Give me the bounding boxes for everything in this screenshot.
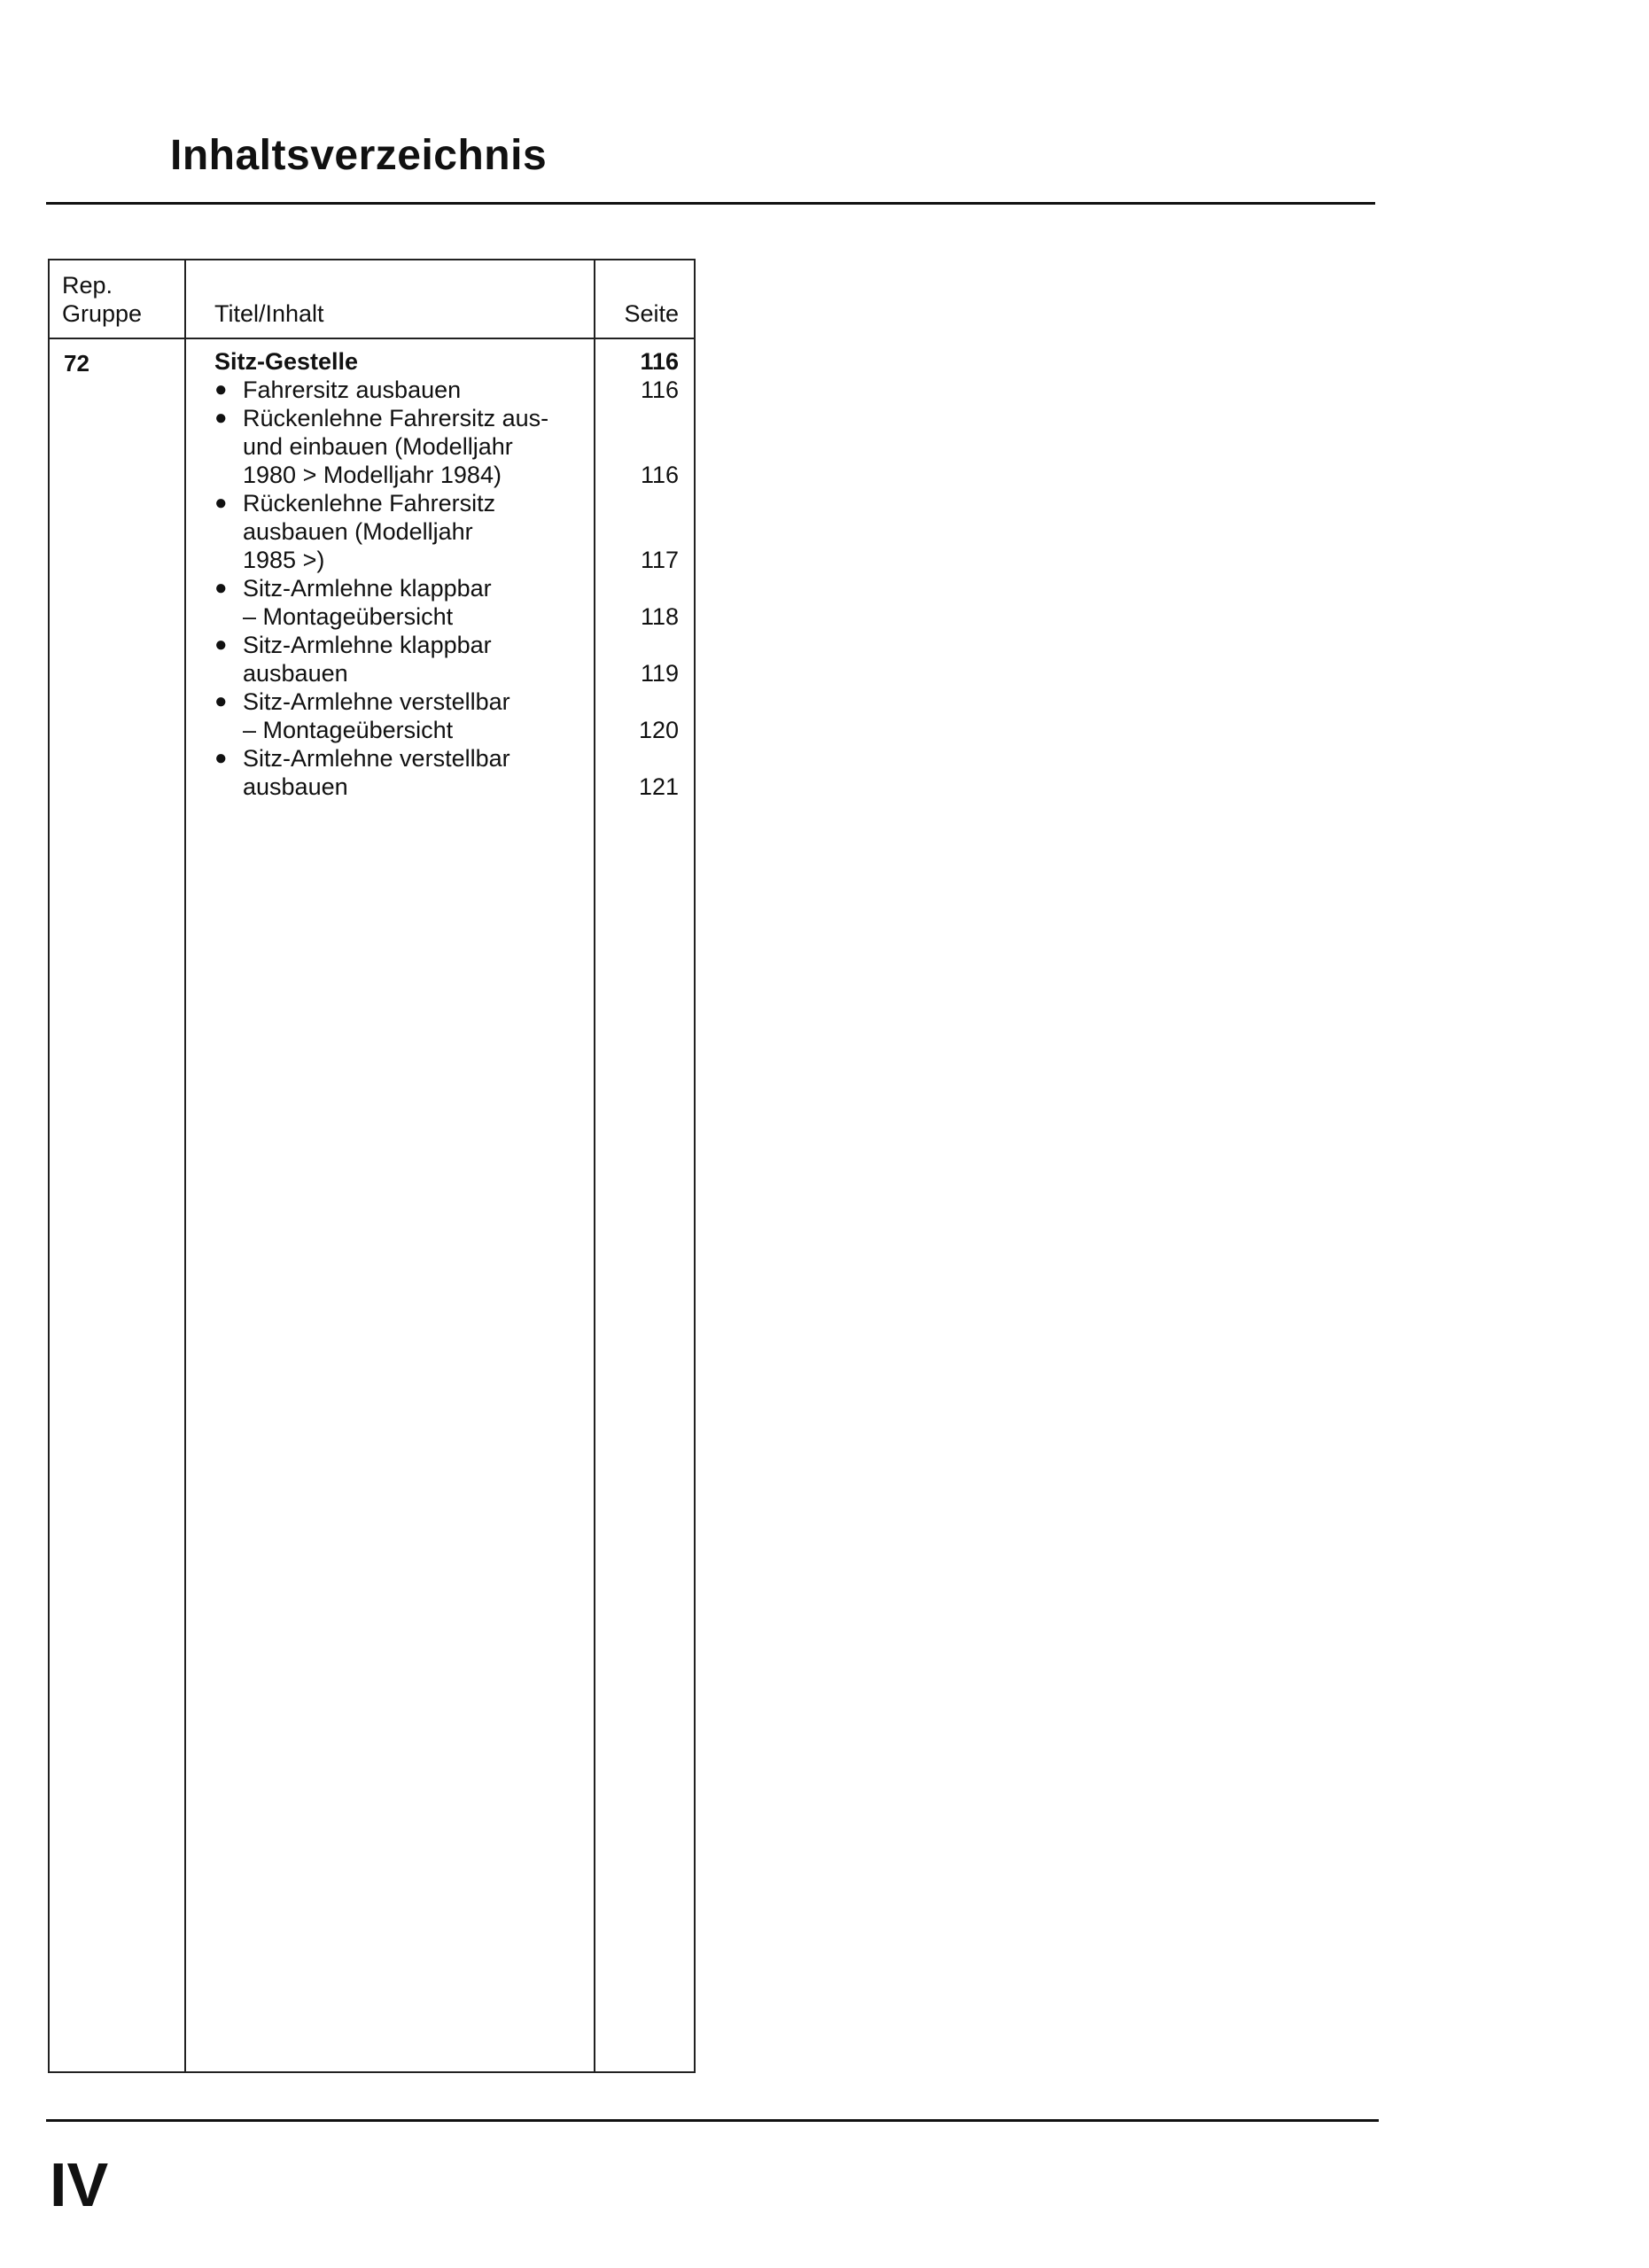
toc-row [214, 489, 684, 574]
toc-row [214, 687, 684, 744]
page-number: IV [50, 2150, 109, 2219]
entry-page: 119 [640, 660, 679, 687]
column-divider [184, 260, 186, 2071]
top-divider [46, 202, 1375, 205]
page-title: Inhaltsverzeichnis [170, 132, 548, 179]
entry-page: 118 [640, 603, 679, 630]
entry-page: 116 [640, 377, 679, 403]
toc-row [214, 744, 684, 801]
entry-title: Sitz-Armlehne verstellbar ausbauen [243, 745, 510, 800]
group-number: 72 [64, 350, 89, 377]
bottom-divider [46, 2119, 1379, 2122]
toc-row [214, 404, 684, 489]
header-divider [50, 338, 694, 339]
toc-row [214, 347, 684, 376]
bullet-icon: ● [214, 377, 228, 401]
entry-page: 117 [640, 547, 679, 573]
entry-title: Sitz-Armlehne klappbar ausbauen [243, 632, 492, 687]
entry-page: 121 [638, 773, 679, 800]
toc-row [214, 574, 684, 631]
column-header-group: Rep. Gruppe [62, 272, 143, 327]
entry-page: 120 [638, 717, 679, 743]
bullet-icon: ● [214, 491, 228, 515]
entry-title: Sitz-Armlehne verstellbar – Montageübersicht [243, 688, 510, 743]
bullet-icon: ● [214, 689, 228, 713]
bullet-icon: ● [214, 406, 228, 430]
entry-page: 116 [640, 462, 679, 488]
toc-table [48, 259, 696, 2073]
bullet-icon: ● [214, 633, 228, 656]
bullet-icon: ● [214, 576, 228, 600]
entry-title: Sitz-Gestelle [214, 348, 359, 375]
column-header-title: Titel/Inhalt [214, 300, 324, 327]
column-header-page: Seite [624, 300, 679, 327]
entry-title: Rückenlehne Fahrersitz aus- und einbauen (Modelljahr 1980 > Modelljahr 1984) [243, 405, 549, 488]
entry-page: 116 [640, 348, 679, 375]
entry-title: Sitz-Armlehne klappbar – Montageübersicht [243, 575, 492, 630]
entry-title: Rückenlehne Fahrersitz ausbauen (Modelljahr 1985 >) [243, 490, 496, 573]
entry-title: Fahrersitz ausbauen [243, 377, 462, 403]
bullet-icon: ● [214, 746, 228, 770]
toc-row [214, 376, 684, 404]
toc-entries [214, 347, 684, 801]
toc-row [214, 631, 684, 687]
